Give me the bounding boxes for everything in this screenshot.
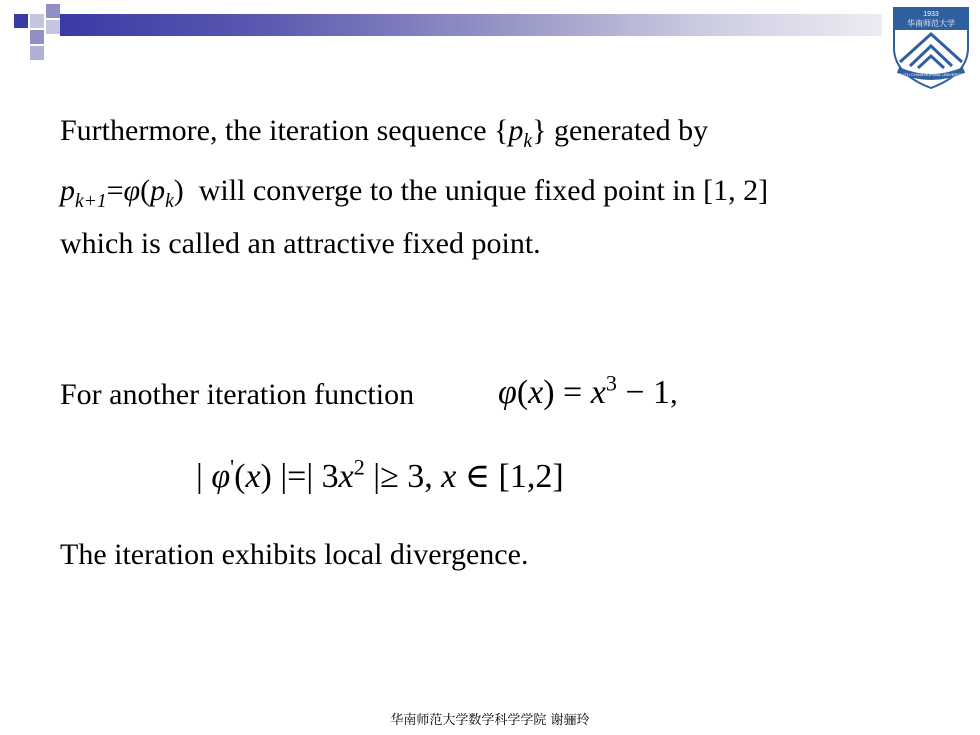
derivative-formula [196, 454, 564, 495]
math-subscript: k+1 [75, 191, 107, 212]
logo-name: 华南师范大学 [907, 19, 955, 28]
paragraph-line-3: which is called an attractive fixed point. [60, 227, 541, 260]
math-equals: ) = [543, 374, 591, 411]
text-run: will converge to the unique fixed point in [1, 2] [183, 174, 769, 207]
math-abs-bar: | [196, 458, 212, 495]
corner-square-6 [30, 46, 44, 60]
math-interval: ∈ [1,2] [456, 458, 564, 495]
logo-year: 1933 [923, 11, 939, 18]
math-paren: ) [173, 174, 184, 207]
math-var-x: x [245, 458, 261, 495]
corner-square-4 [46, 20, 60, 34]
math-phi: φ [211, 458, 231, 495]
text-run: generated by [546, 114, 709, 147]
math-var-x: x [441, 458, 457, 495]
phi-definition-formula [498, 370, 678, 411]
footer-text: 华南师范大学数学科学学院 谢骊玲 [390, 713, 590, 728]
paragraph-line-4 [60, 370, 678, 411]
paragraph-line-2 [60, 174, 769, 212]
brace-open: { [494, 114, 509, 147]
math-equals: = [106, 174, 124, 207]
math-paren: ( [140, 174, 151, 207]
math-var-x: x [590, 374, 606, 411]
math-var-x: x [338, 458, 354, 495]
math-var-x: x [528, 374, 544, 411]
corner-square-2 [30, 14, 44, 28]
university-logo [888, 4, 974, 90]
math-minus-one: − 1 [616, 374, 671, 411]
title-banner [60, 14, 882, 36]
corner-square-1 [14, 14, 28, 28]
math-subscript-k: k [523, 131, 533, 152]
corner-square-3 [46, 4, 60, 18]
corner-square-5 [30, 30, 44, 44]
math-phi: φ [498, 374, 517, 411]
math-text: |≥ 3, [364, 458, 442, 495]
math-comma: , [670, 377, 678, 410]
math-var-p: p [508, 114, 524, 147]
math-var-p: p [150, 174, 166, 207]
text-run: Furthermore, the iteration sequence [60, 114, 495, 147]
math-paren: ( [516, 374, 529, 411]
math-text: ) |=| 3 [260, 458, 339, 495]
math-prime: ' [230, 454, 235, 480]
math-var-p: p [60, 174, 75, 207]
logo-ring-text: SOUTH CHINA NORMAL UNIVERSITY [895, 72, 967, 77]
paragraph-line-6: The iteration exhibits local divergence. [60, 538, 529, 571]
brace-close: } [532, 114, 547, 147]
math-phi: φ [123, 174, 141, 207]
paragraph-line-1 [60, 114, 709, 152]
math-paren: ( [234, 458, 246, 495]
text-run: For another iteration function [60, 378, 415, 411]
math-exponent: 3 [605, 370, 617, 396]
math-exponent: 2 [353, 454, 365, 480]
math-subscript-k: k [165, 191, 174, 212]
